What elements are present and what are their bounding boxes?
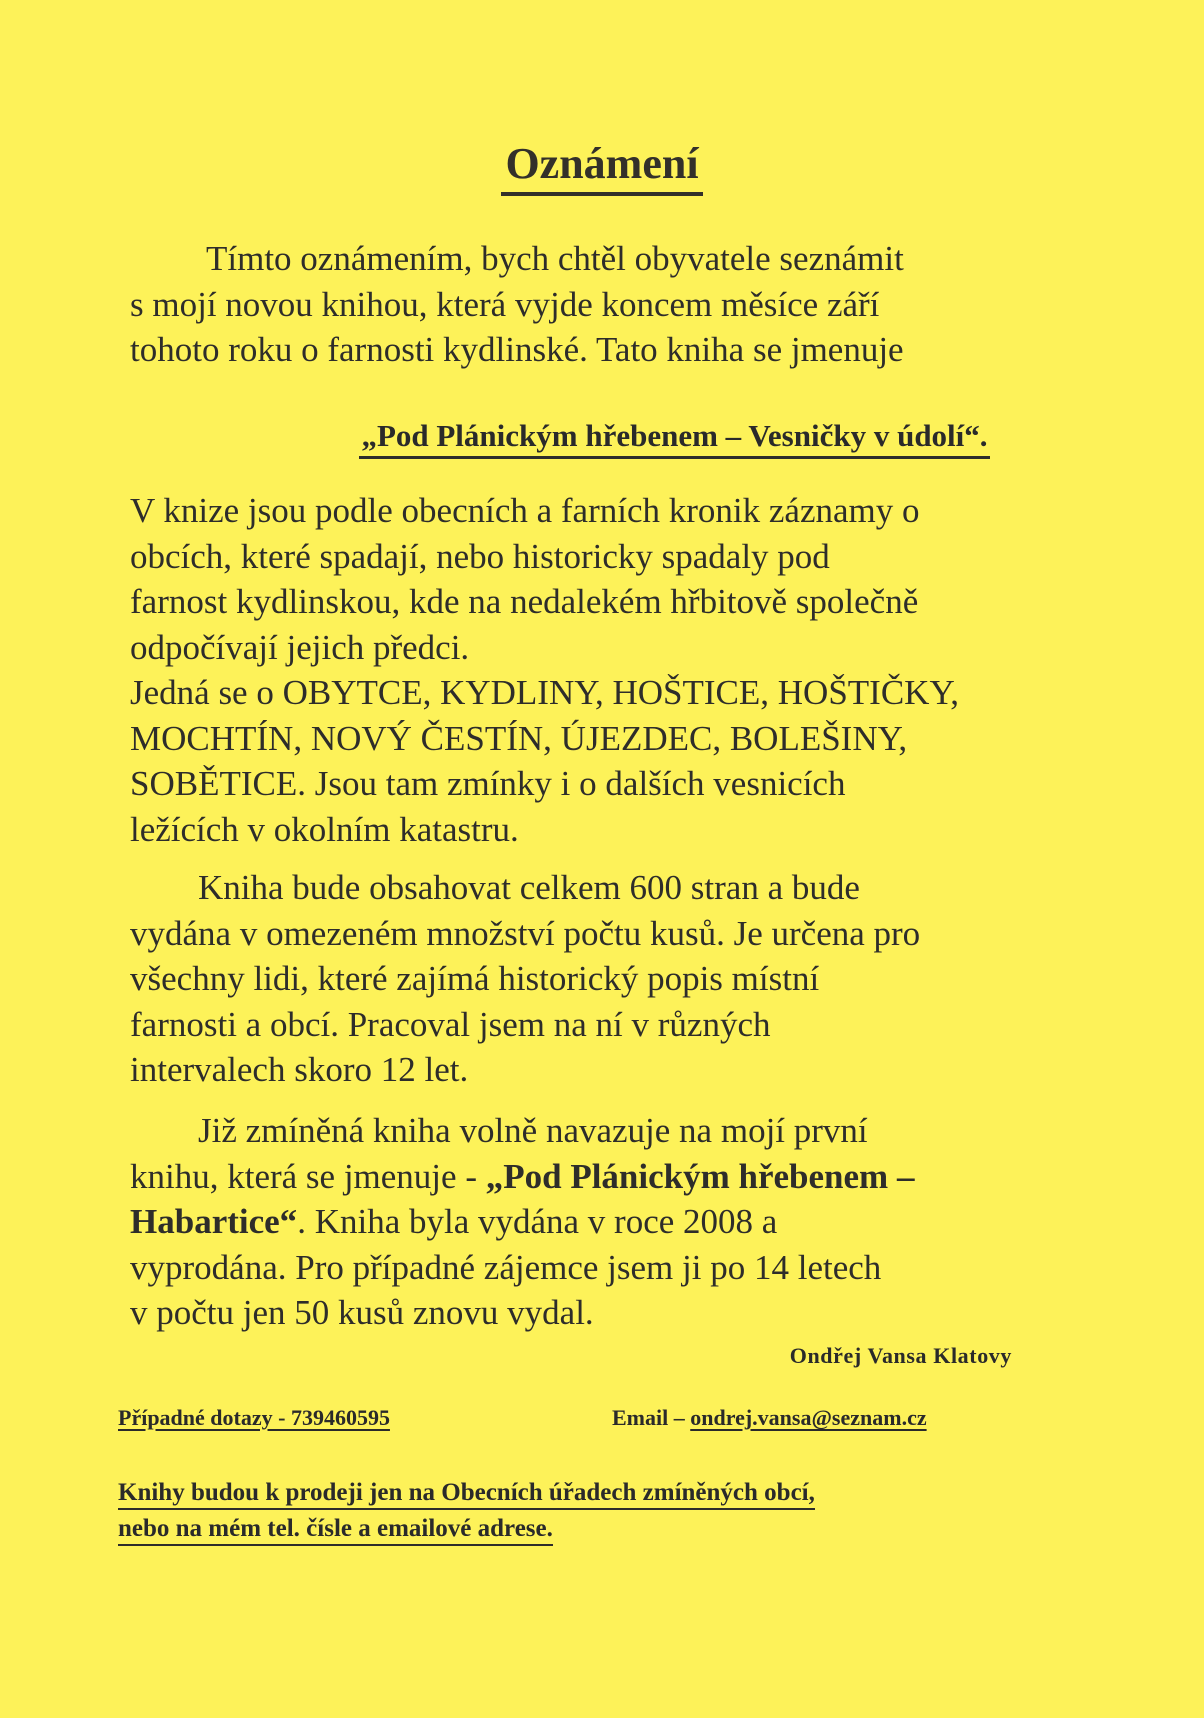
intro-paragraph [130, 236, 1090, 373]
sales-notice-line: nebo na mém tel. čísle a emailové adrese. [118, 1514, 553, 1546]
sales-notice [118, 1475, 1078, 1547]
previous-line [130, 1199, 1090, 1245]
details-line: farnosti a obcí. Pracoval jsem na ní v různých [130, 1004, 771, 1044]
email-contact [612, 1405, 927, 1431]
email-address-link[interactable]: ondrej.vansa@seznam.cz [690, 1405, 927, 1430]
previous-book-title-part1: „Pod Plánickým hřebenem – [485, 1156, 915, 1196]
email-label: Email – [612, 1405, 691, 1430]
previous-book-paragraph [130, 1108, 1090, 1336]
book-title [0, 418, 1204, 459]
previous-line: vyprodána. Pro případné zájemce jsem ji po 14 letech [130, 1247, 882, 1287]
details-paragraph [130, 865, 1090, 1093]
previous-line-text: . Kniha byla vydána v roce 2008 a [297, 1202, 778, 1241]
content-line: Jedná se o OBYTCE, KYDLINY, HOŠTICE, HOŠTIČKY, [130, 673, 959, 712]
content-line: farnost kydlinskou, kde na nedalekém hřbitově společně [130, 582, 919, 621]
previous-book-title-part2: Habartice“ [130, 1202, 298, 1241]
details-line: Kniha bude obsahovat celkem 600 stran a bude [198, 868, 860, 907]
intro-line: Tímto oznámením, bych chtěl obyvatele seznámit [206, 239, 904, 278]
content-line: odpočívají jejich předci. [130, 627, 470, 667]
book-title-text: „Pod Plánickým hřebenem – Vesničky v údolí“. [359, 418, 989, 459]
author-signature: Ondřej Vansa Klatovy [789, 1343, 1012, 1368]
details-line: intervalech skoro 12 let. [130, 1050, 469, 1089]
content-line: SOBĚTICE. Jsou tam zmínky i o dalších vesnicích [130, 764, 846, 803]
details-line: vydána v omezeném množství počtu kusů. Je určena pro [130, 913, 921, 953]
phone-contact: Případné dotazy - 739460595 [118, 1405, 390, 1430]
notice-title [0, 138, 1204, 196]
sales-notice-line: Knihy budou k prodeji jen na Obecních úřadech zmíněných obcí, [118, 1478, 815, 1510]
content-line: MOCHTÍN, NOVÝ ČESTÍN, ÚJEZDEC, BOLEŠINY, [130, 718, 908, 758]
content-paragraph [130, 488, 1090, 852]
content-line: obcích, které spadají, nebo historicky spadaly pod [130, 536, 830, 576]
intro-line: s mojí novou knihou, která vyjde koncem měsíce září [130, 284, 880, 324]
previous-line-text: knihu, která se jmenuje - [130, 1156, 486, 1196]
previous-line [130, 1154, 1090, 1200]
content-line: V knize jsou podle obecních a farních kronik záznamy o [130, 491, 920, 530]
title-text: Oznámení [501, 140, 702, 196]
previous-line: Již zmíněná kniha volně navazuje na mojí první [198, 1111, 868, 1150]
details-line: všechny lidi, které zajímá historický popis místní [130, 959, 820, 998]
content-line: ležících v okolním katastru. [130, 809, 519, 849]
previous-line: v počtu jen 50 kusů znovu vydal. [130, 1293, 594, 1332]
intro-line: tohoto roku o farnosti kydlinské. Tato kniha se jmenuje [130, 330, 904, 369]
